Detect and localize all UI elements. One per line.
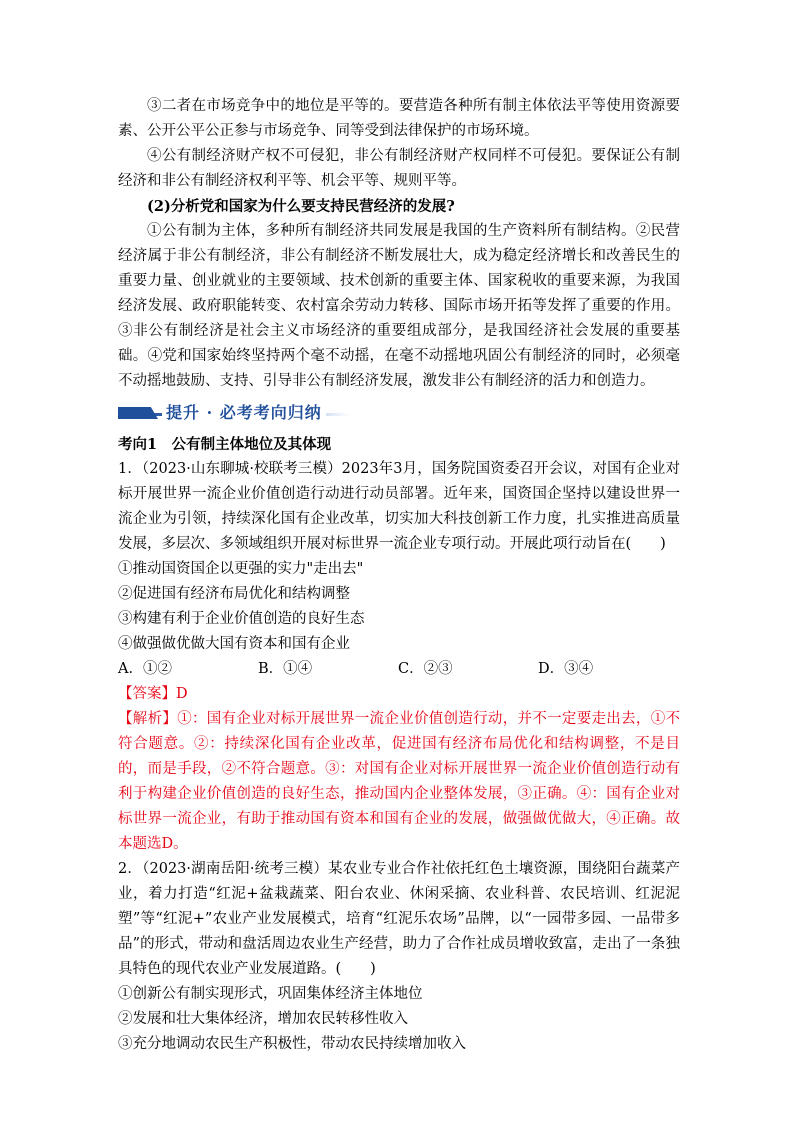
- banner-title: 提升 · 必考考向归纳: [162, 401, 326, 425]
- question-2-stem: 2．（2023·湖南岳阳·统考三模）某农业专业合作社依托红色土壤资源，围绕阳台蔬菜产业，着力打造“红泥+盆栽蔬菜、阳台农业、休闲采摘、农业科普、农民培训、红泥泥塑”等“红泥+”农业产业发展模式，培育“红泥乐农场”品牌，以“一园带多园、一品带多品”的形式，带动和盘活周边农业生产经营，助力了合作社成员增收致富，走出了一条独具特色的现代农业产业发展道路。( ): [118, 861, 680, 977]
- question-1-stem: 1．（2023·山东聊城·校联考三模）2023年3月，国务院国资委召开会议，对国有企业对标开展世界一流企业价值创造行动进行动员部署。近年来，国资国企坚持以建设世界一流企业为引领，持续深化国有企业改革，切实加大科技创新工作力度，扎实推进高质量发展，多层次、多领域组织开展对标世界一流企业专项行动。开展此项行动旨在( ): [118, 461, 680, 552]
- document-content: [118, 94, 680, 1057]
- question-1-answer: 【答案】D: [118, 686, 188, 702]
- option-c: C．②③: [398, 661, 453, 677]
- paragraph-point-4: ④公有制经济财产权不可侵犯，非公有制经济财产权同样不可侵犯。要保证公有制经济和非公有制经济权利平等、机会平等、规则平等。: [118, 148, 680, 189]
- question-2-item-3: ③充分地调动农民生产积极性，带动农民持续增加收入: [118, 1036, 466, 1052]
- question-2-answer: ①公有制为主体，多种所有制经济共同发展是我国的生产资料所有制结构。②民营经济属于非公有制经济，非公有制经济不断发展壮大，成为稳定经济增长和改善民生的重要力量、创业就业的主要领域、技术创新的重要主体、国家税收的重要来源，为我国经济发展、政府职能转变、农村富余劳动力转移、国际市场开拓等发挥了重要的作用。③非公有制经济是社会主义市场经济的重要组成部分，是我国经济社会发展的重要基础。④党和国家始终坚持两个毫不动摇，在毫不动摇地巩固公有制经济的同时，必须毫不动摇地鼓励、支持、引导非公有制经济发展，激发非公有制经济的活力和创造力。: [118, 223, 680, 389]
- option-a: A．①②: [118, 661, 172, 677]
- question-1-item-3: ③构建有利于企业价值创造的良好生态: [118, 611, 365, 627]
- question-1-item-2: ②促进国有经济布局优化和结构调整: [118, 586, 350, 602]
- question-1-options: [118, 657, 680, 682]
- section-banner: [118, 400, 350, 426]
- banner-block-icon: [118, 407, 158, 419]
- option-b: B．①④: [258, 661, 313, 677]
- question-2-heading: (2)分析党和国家为什么要支持民营经济的发展?: [147, 198, 455, 215]
- question-1-item-4: ④做强做优做大国有资本和国有企业: [118, 636, 350, 652]
- question-1-item-1: ①推动国资国企以更强的实力"走出去": [118, 561, 364, 577]
- option-d: D．③④: [538, 661, 594, 677]
- question-2-item-2: ②发展和壮大集体经济，增加农民转移性收入: [118, 1011, 408, 1027]
- paragraph-point-3: ③二者在市场竞争中的地位是平等的。要营造各种所有制主体依法平等使用资源要素、公开公平公正参与市场竞争、同等受到法律保护的市场环境。: [118, 98, 680, 139]
- question-2-item-1: ①创新公有制实现形式，巩固集体经济主体地位: [118, 986, 423, 1002]
- topic-title: 考向1 公有制主体地位及其体现: [118, 436, 332, 453]
- question-1-analysis: 【解析】①：国有企业对标开展世界一流企业价值创造行动，并不一定要走出去，①不符合题意。②：持续深化国有企业改革，促进国有经济布局优化和结构调整，不是目的，而是手段，②不符合题意。③：对国有企业对标开展世界一流企业价值创造行动有利于构建企业价值创造的良好生态，推动国内企业整体发展，③正确。④：国有企业对标世界一流企业，有助于推动国有资本和国有企业的发展，做强做优做大，④正确。故本题选D。: [118, 711, 680, 852]
